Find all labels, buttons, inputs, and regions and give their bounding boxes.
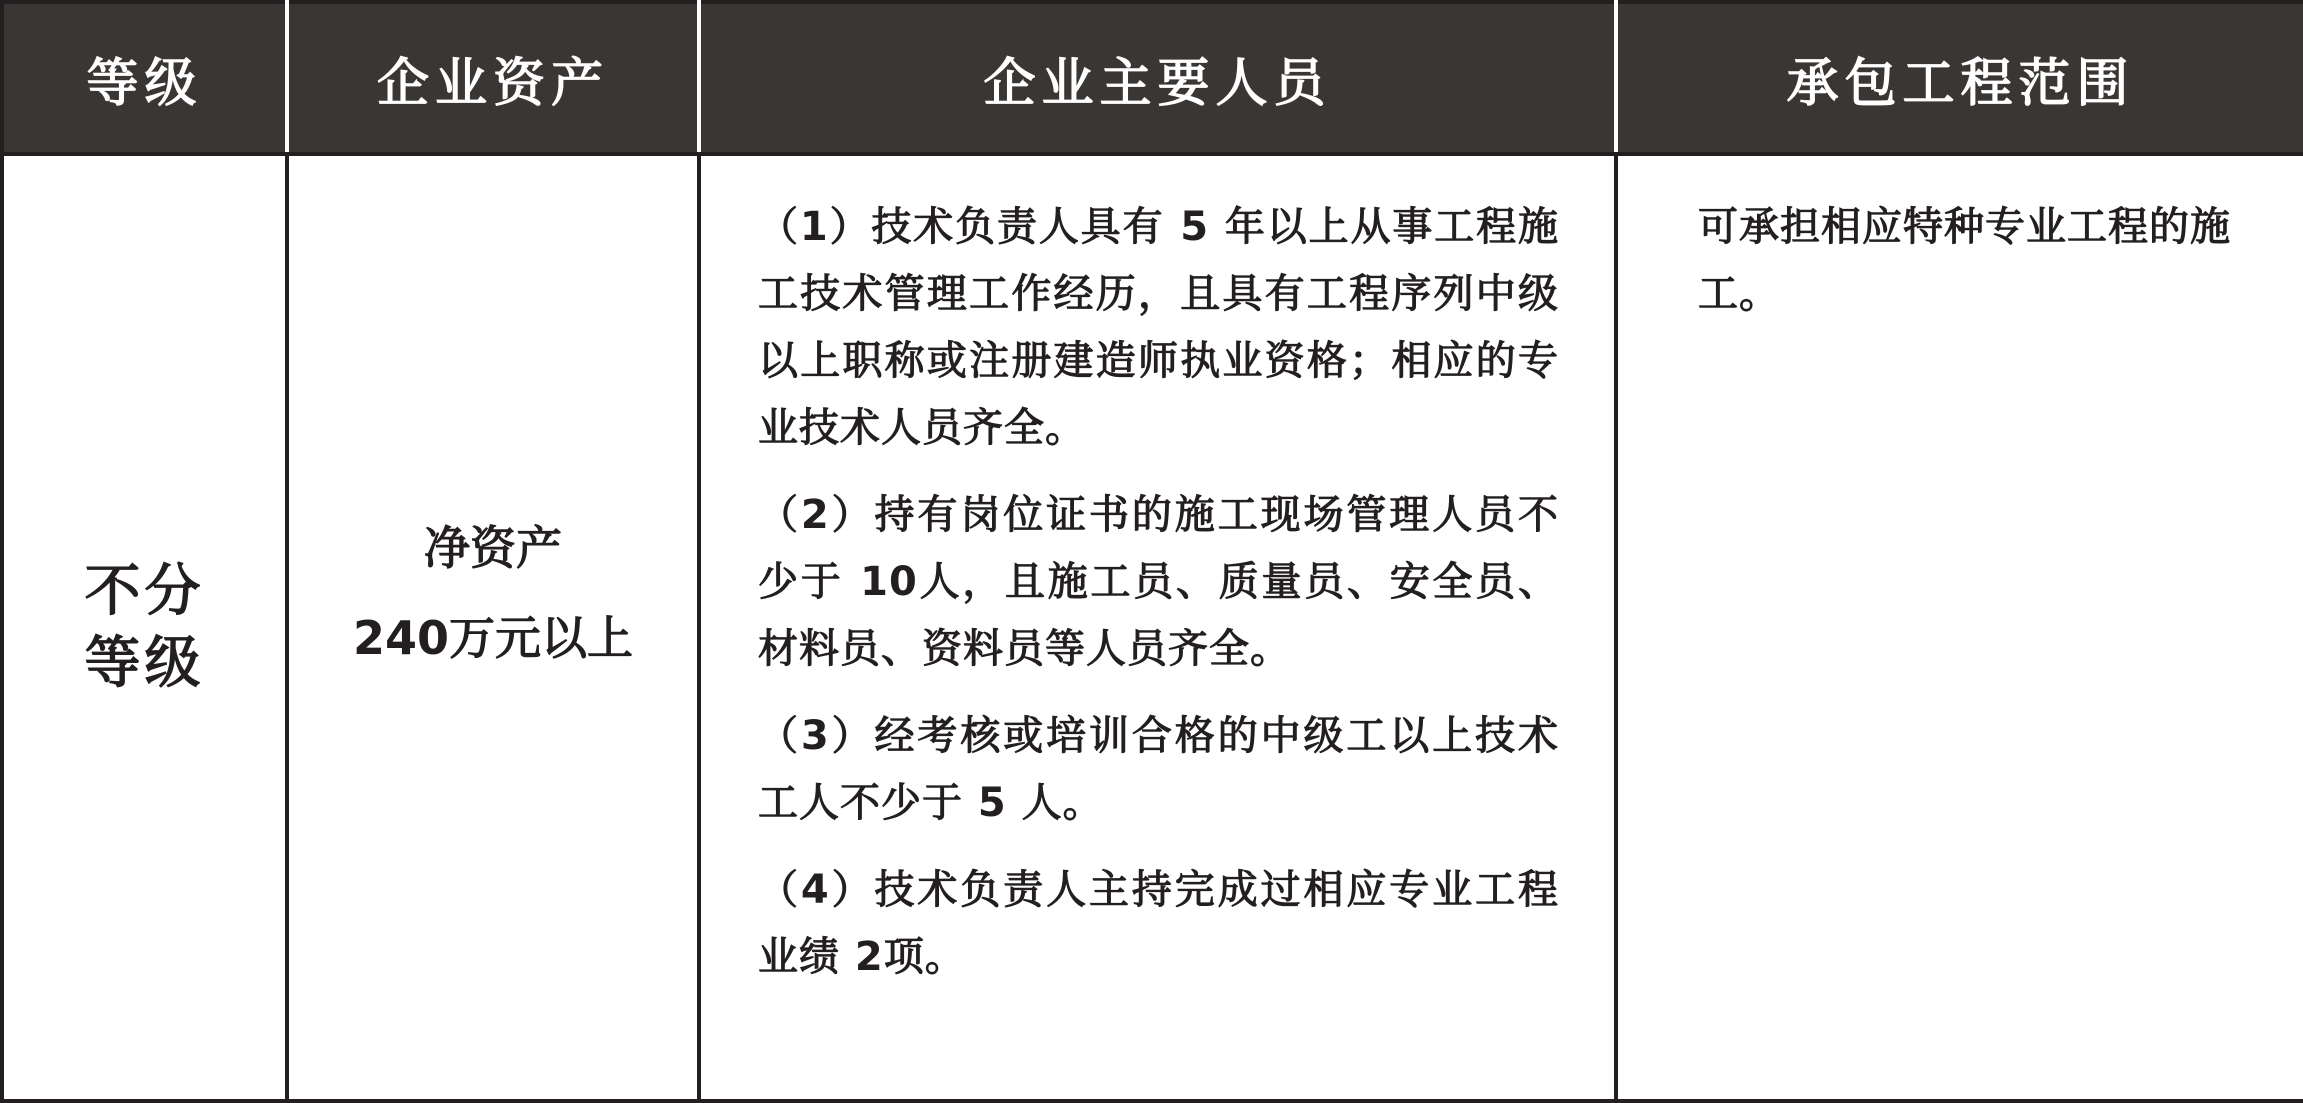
header-scope: 承包工程范围 (1616, 2, 2303, 154)
assets-label: 净资产 (424, 520, 562, 575)
grade-line-2: 等级 (84, 630, 205, 696)
requirement-item-3: （3）经考核或培训合格的中级工以上技术工人不少于 5 人。 (758, 713, 1559, 826)
assets-content (289, 503, 697, 683)
grade-cell (2, 154, 287, 1101)
scope-text: 可承担相应特种专业工程的施工。 (1698, 204, 2231, 317)
requirement-item-4: （4）技术负责人主持完成过相应专业工程业绩 2项。 (758, 867, 1559, 980)
header-row (2, 2, 2303, 154)
requirement-item-2: （2）持有岗位证书的施工现场管理人员不少于 10人，且施工员、质量员、安全员、材料员、资料员等人员齐全。 (758, 492, 1559, 672)
header-grade: 等级 (2, 2, 287, 154)
scope-cell (1616, 154, 2303, 1101)
assets-cell (287, 154, 699, 1101)
assets-value: 240万元以上 (352, 610, 634, 665)
personnel-cell (699, 154, 1616, 1101)
table-header (2, 2, 2303, 154)
grade-line-1: 不分 (84, 558, 205, 624)
header-personnel: 企业主要人员 (699, 2, 1616, 154)
table-body (2, 154, 2303, 1101)
requirement-item-1: （1）技术负责人具有 5 年以上从事工程施工技术管理工作经历，且具有工程序列中级以上职称或注册建造师执业资格；相应的专业技术人员齐全。 (758, 204, 1559, 451)
table-row (2, 154, 2303, 1101)
header-assets: 企业资产 (287, 2, 699, 154)
